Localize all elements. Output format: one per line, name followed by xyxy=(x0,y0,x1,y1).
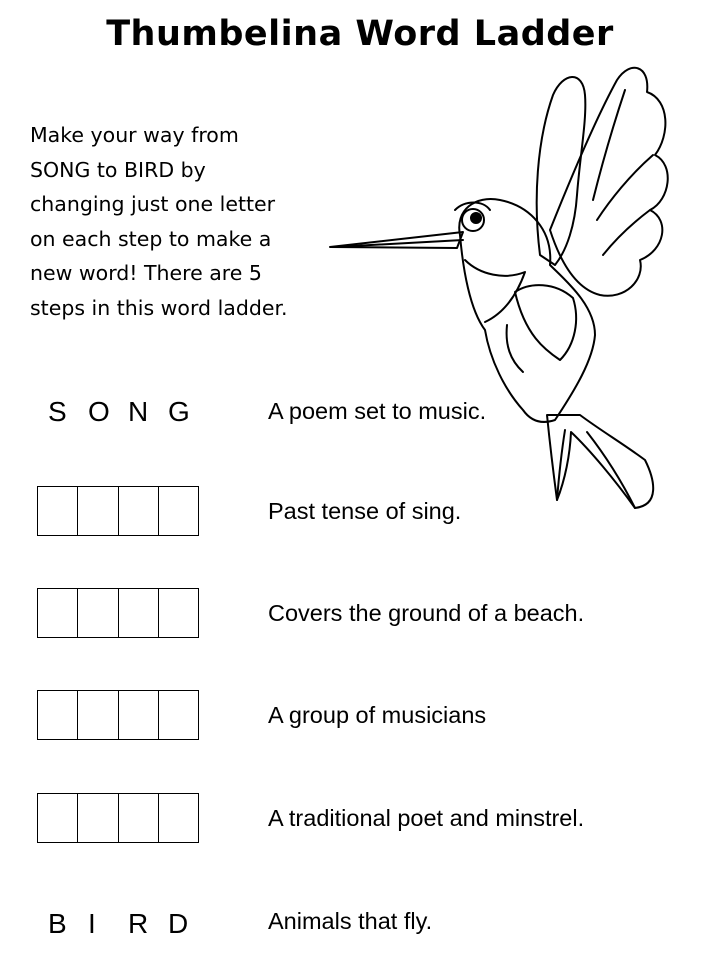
clue-text: A traditional poet and minstrel. xyxy=(268,805,585,831)
bird-front-wing xyxy=(550,68,668,296)
instruction-line: on each step to make a xyxy=(30,226,272,251)
clue-text: Past tense of sing. xyxy=(268,498,462,524)
letter-box[interactable] xyxy=(158,486,200,536)
letter-boxes xyxy=(37,588,199,638)
letter-box[interactable] xyxy=(118,588,160,638)
letter-box[interactable] xyxy=(118,793,160,843)
letter-box[interactable] xyxy=(37,486,79,536)
instruction-line: steps in this word ladder. xyxy=(30,295,288,320)
start-letter: O xyxy=(88,396,110,427)
letter-box[interactable] xyxy=(37,690,79,740)
letter-box[interactable] xyxy=(77,486,119,536)
ladder-row xyxy=(0,793,720,853)
letter-box[interactable] xyxy=(77,690,119,740)
letter-boxes xyxy=(37,793,199,843)
letter-box[interactable] xyxy=(77,793,119,843)
end-letter: D xyxy=(168,908,189,939)
end-letter: B xyxy=(48,908,67,939)
ladder-row xyxy=(0,486,720,546)
letter-box[interactable] xyxy=(37,588,79,638)
instruction-line: new word! There are 5 xyxy=(30,261,262,285)
letter-boxes xyxy=(37,690,199,740)
ladder-row-start xyxy=(0,388,720,448)
letter-box[interactable] xyxy=(37,793,79,843)
ladder-row xyxy=(0,588,720,648)
clue-text: Covers the ground of a beach. xyxy=(268,600,585,626)
end-letter: R xyxy=(128,908,149,939)
instruction-line: changing just one letter xyxy=(30,192,276,216)
ladder-row xyxy=(0,690,720,750)
instruction-line: SONG to BIRD by xyxy=(30,157,206,182)
clue-text: A poem set to music. xyxy=(268,398,487,424)
bird-back-wing xyxy=(537,77,586,265)
clue-text: Animals that fly. xyxy=(268,908,433,934)
start-letter: N xyxy=(128,396,149,427)
letter-box[interactable] xyxy=(158,588,200,638)
start-letter: S xyxy=(48,396,67,427)
letter-box[interactable] xyxy=(77,588,119,638)
letter-box[interactable] xyxy=(118,486,160,536)
page-title: Thumbelina Word Ladder xyxy=(106,14,614,54)
instruction-line: Make your way from xyxy=(30,123,239,147)
instructions xyxy=(30,118,330,325)
end-word xyxy=(48,908,208,940)
clue-text: A group of musicians xyxy=(268,702,487,728)
hummingbird-illustration xyxy=(325,60,670,520)
letter-box[interactable] xyxy=(158,690,200,740)
start-letter: G xyxy=(168,396,190,427)
start-word xyxy=(48,396,208,428)
letter-box[interactable] xyxy=(158,793,200,843)
letter-box[interactable] xyxy=(118,690,160,740)
ladder-row-end xyxy=(0,900,720,960)
end-letter: I xyxy=(88,908,96,939)
letter-boxes xyxy=(37,486,199,536)
